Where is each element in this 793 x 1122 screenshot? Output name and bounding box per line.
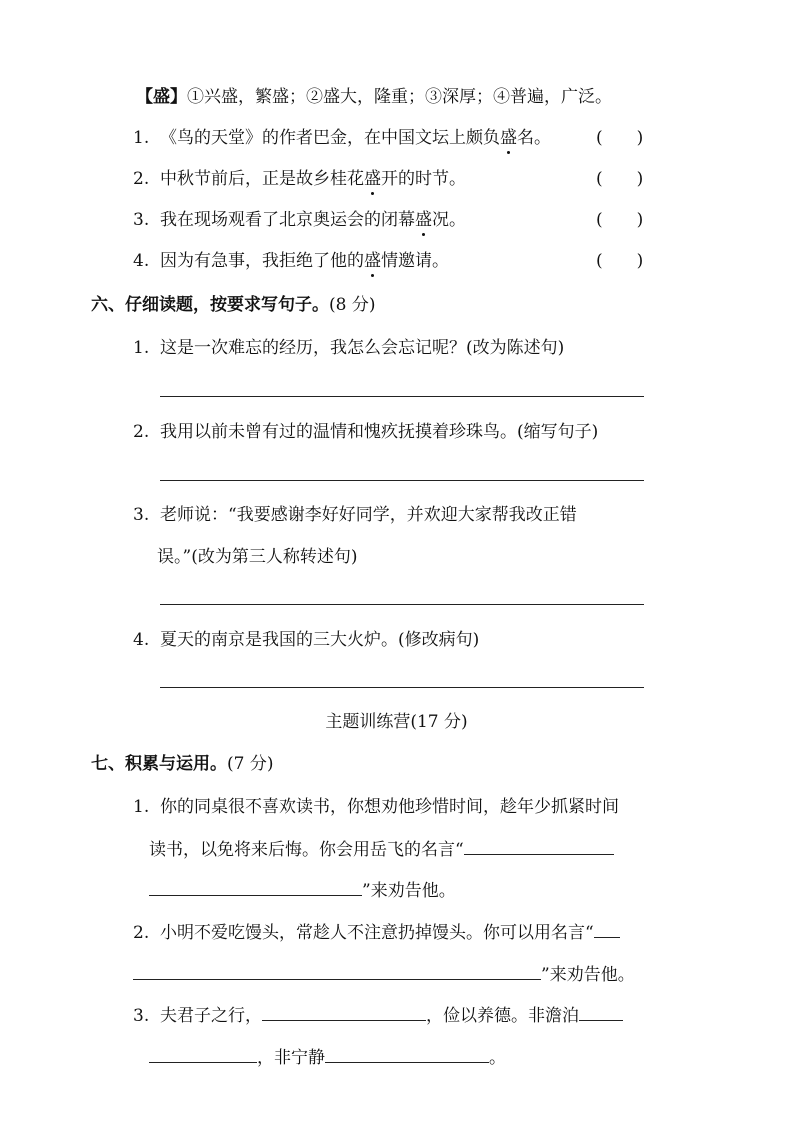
section-6-title: 六、仔细读题，按要求写句子。 <box>91 295 329 315</box>
item-number: 3. <box>133 210 150 230</box>
item-text: 中秋节前后，正是故乡桂花 <box>160 169 365 189</box>
s6-question-3 <box>133 504 577 526</box>
item-text-end: 名。 <box>517 128 552 148</box>
question-text: ，俭以养德。非澹泊 <box>426 1006 580 1026</box>
s7-question-1-line2 <box>149 838 614 861</box>
sheng-item-4 <box>133 250 449 272</box>
s7-question-2 <box>133 921 620 944</box>
fill-blank[interactable] <box>325 1046 489 1063</box>
item-number: 4. <box>133 251 150 271</box>
s7-question-1-line3 <box>149 879 456 902</box>
item-text-end: 开的时节。 <box>381 169 467 189</box>
question-text: ”来劝告他。 <box>541 965 635 985</box>
item-text-end: 情邀请。 <box>381 251 450 271</box>
answer-paren-4[interactable]: ( ) <box>596 251 644 271</box>
item-number: 3. <box>133 505 150 525</box>
question-text: 你的同桌很不喜欢读书，你想劝他珍惜时间，趁年少抓紧时间 <box>160 797 620 817</box>
theme-camp-title: 主题训练营(17 分) <box>325 712 468 732</box>
item-number: 4. <box>133 630 150 650</box>
dotted-char: 盛 <box>500 128 518 148</box>
dotted-char: 盛 <box>364 251 382 271</box>
item-number: 3. <box>133 1006 150 1026</box>
section-7-heading <box>91 753 273 775</box>
fill-blank[interactable] <box>464 838 614 855</box>
s6-question-3-cont: 误。”(改为第三人称转述句) <box>157 547 358 567</box>
question-text: 小明不爱吃馒头，常趁人不注意扔掉馒头。你可以用名言“ <box>160 923 594 943</box>
item-number: 2. <box>133 169 150 189</box>
item-number: 1. <box>133 128 150 148</box>
question-text: 我用以前未曾有过的温情和愧疚抚摸着珍珠鸟。(缩写句子) <box>160 422 599 442</box>
sheng-item-3 <box>133 209 466 231</box>
dotted-char: 盛 <box>415 210 433 230</box>
sheng-key: 【盛】 <box>136 87 187 107</box>
s6-question-1 <box>133 337 564 359</box>
section-6-heading <box>91 294 375 316</box>
dotted-char: 盛 <box>364 169 382 189</box>
item-text-end: 况。 <box>432 210 467 230</box>
question-text: 这是一次难忘的经历，我怎么会忘记呢？(改为陈述句) <box>160 338 565 358</box>
item-number: 1. <box>133 338 150 358</box>
question-text: 夫君子之行， <box>160 1006 263 1026</box>
s7-question-2-line2 <box>133 963 635 986</box>
question-text: 。 <box>489 1048 506 1068</box>
question-text: ”来劝告他。 <box>362 881 456 901</box>
s6-question-4 <box>133 629 479 651</box>
section-7-score: (7 分) <box>227 754 274 774</box>
s6-question-2 <box>133 421 598 443</box>
fill-blank[interactable] <box>149 879 362 896</box>
answer-line-4[interactable] <box>160 687 644 688</box>
item-number: 2. <box>133 923 150 943</box>
question-text: 读书，以免将来后悔。你会用岳飞的名言“ <box>149 840 464 860</box>
s7-question-3 <box>133 1004 623 1027</box>
fill-blank[interactable] <box>579 1004 623 1021</box>
answer-line-2[interactable] <box>160 480 644 481</box>
s7-question-3-line2 <box>149 1046 506 1069</box>
answer-paren-2[interactable]: ( ) <box>596 169 644 189</box>
item-text: 《鸟的天堂》的作者巴金，在中国文坛上颇负 <box>160 128 501 148</box>
item-text: 我在现场观看了北京奥运会的闭幕 <box>160 210 416 230</box>
s7-question-1 <box>133 796 619 818</box>
answer-paren-1[interactable]: ( ) <box>596 128 644 148</box>
question-text: 老师说：“我要感谢李好好同学，并欢迎大家帮我改正错 <box>160 505 577 525</box>
sheng-meanings: ①兴盛，繁盛；②盛大，隆重；③深厚；④普遍，广泛。 <box>187 87 612 107</box>
question-text: ，非宁静 <box>257 1048 325 1068</box>
section-6-score: (8 分) <box>329 295 376 315</box>
sheng-item-2 <box>133 168 466 190</box>
item-text: 因为有急事，我拒绝了他的 <box>160 251 365 271</box>
fill-blank[interactable] <box>262 1004 426 1021</box>
answer-line-3[interactable] <box>160 604 644 605</box>
fill-blank[interactable] <box>594 921 620 938</box>
item-number: 2. <box>133 422 150 442</box>
question-text: 夏天的南京是我国的三大火炉。(修改病句) <box>160 630 480 650</box>
sheng-definition <box>136 86 612 108</box>
item-number: 1. <box>133 797 150 817</box>
answer-line-1[interactable] <box>160 396 644 397</box>
answer-paren-3[interactable]: ( ) <box>596 210 644 230</box>
section-7-title: 七、积累与运用。 <box>91 754 227 774</box>
fill-blank[interactable] <box>133 963 541 980</box>
fill-blank[interactable] <box>149 1046 257 1063</box>
sheng-item-1 <box>133 127 551 149</box>
